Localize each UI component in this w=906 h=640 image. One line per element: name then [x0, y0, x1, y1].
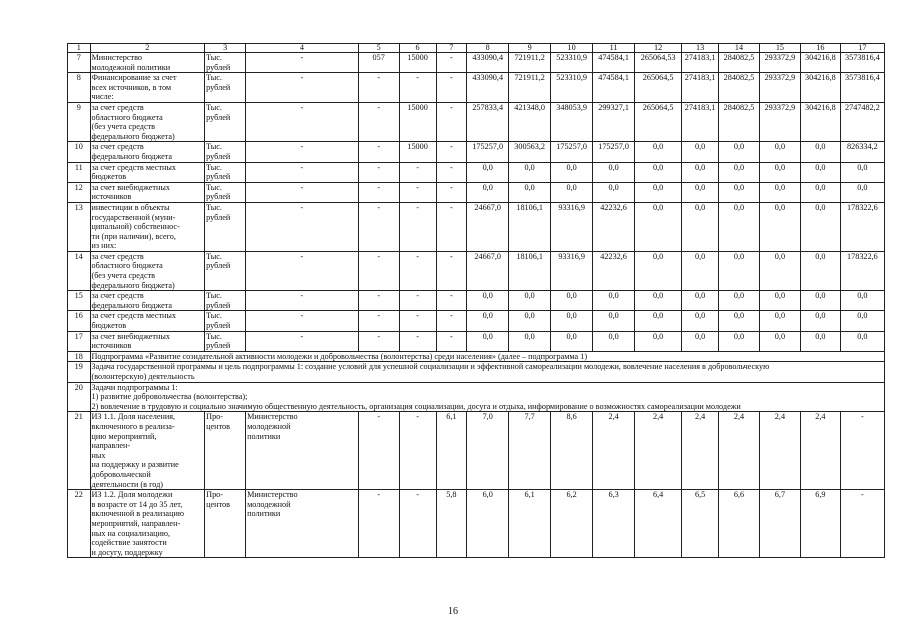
value-cell: 0,0 — [719, 331, 760, 351]
row-number: 8 — [68, 73, 91, 103]
value-cell: 0,0 — [800, 311, 840, 331]
value-cell: 0,0 — [682, 291, 719, 311]
unit-cell: Тыс. рублей — [205, 291, 246, 311]
value-cell: 265064,53 — [635, 53, 682, 73]
budget-table — [67, 43, 885, 558]
code-cell: - — [358, 202, 399, 251]
value-cell: 18106,1 — [509, 251, 551, 290]
value-cell: 0,0 — [719, 291, 760, 311]
row-number: 10 — [68, 142, 91, 162]
value-cell: 0,0 — [593, 182, 635, 202]
column-number-10: 10 — [551, 44, 593, 53]
value-cell: 0,0 — [800, 251, 840, 290]
executor-cell: - — [246, 182, 359, 202]
unit-cell: Тыс. рублей — [205, 182, 246, 202]
value-cell: 284082,5 — [719, 102, 760, 141]
executor-cell: - — [246, 53, 359, 73]
code-cell: - — [436, 102, 467, 141]
value-cell: 0,0 — [719, 142, 760, 162]
code-cell: 15000 — [399, 53, 436, 73]
code-cell: 6,1 — [436, 412, 467, 490]
executor-cell: Министерство молодежной политики — [246, 412, 359, 490]
value-cell: 24667,0 — [467, 251, 509, 290]
value-cell: 721911,2 — [509, 73, 551, 103]
value-cell: 0,0 — [682, 311, 719, 331]
value-cell: 6,3 — [593, 490, 635, 558]
code-cell: - — [436, 311, 467, 331]
row-number: 7 — [68, 53, 91, 73]
code-cell: 15000 — [399, 102, 436, 141]
code-cell: - — [358, 162, 399, 182]
value-cell: 0,0 — [759, 331, 800, 351]
column-number-5: 5 — [358, 44, 399, 53]
value-cell: 0,0 — [840, 311, 884, 331]
section-row — [68, 351, 885, 362]
value-cell: 284082,5 — [719, 73, 760, 103]
value-cell: 0,0 — [759, 162, 800, 182]
column-number-16: 16 — [800, 44, 840, 53]
row-label: Финансирование за счет всех источников, в том числе: — [90, 73, 205, 103]
code-cell: - — [399, 291, 436, 311]
code-cell: - — [399, 251, 436, 290]
value-cell: 18106,1 — [509, 202, 551, 251]
value-cell: 0,0 — [719, 182, 760, 202]
code-cell: - — [358, 73, 399, 103]
value-cell: - — [840, 490, 884, 558]
section-text: Задача государственной программы и цель подпрограммы 1: создание условий для успешной социализации и эффективной самореализации молодежи, вовлечение населения в добровольческую (волонтерскую) деятельность — [90, 362, 884, 382]
value-cell: 0,0 — [840, 331, 884, 351]
code-cell: 057 — [358, 53, 399, 73]
value-cell: 6,6 — [719, 490, 760, 558]
value-cell: 0,0 — [800, 162, 840, 182]
section-text: Задачи подпрограммы 1: 1) развитие добровольчества (волонтерства); 2) вовлечение в трудовую и социально значимую общественную деятельность, организация социализации, досуга и отдыха, информирование о возможностях самореализации молодежи — [90, 382, 884, 412]
code-cell: - — [399, 182, 436, 202]
value-cell: 0,0 — [635, 182, 682, 202]
executor-cell: - — [246, 251, 359, 290]
unit-cell: Тыс. рублей — [205, 142, 246, 162]
value-cell: 42232,6 — [593, 251, 635, 290]
code-cell: - — [358, 182, 399, 202]
value-cell: 0,0 — [682, 202, 719, 251]
value-cell: 2,4 — [800, 412, 840, 490]
table-row — [68, 182, 885, 202]
value-cell: 175257,0 — [593, 142, 635, 162]
value-cell: 293372,9 — [759, 53, 800, 73]
executor-cell: - — [246, 311, 359, 331]
value-cell: 0,0 — [759, 311, 800, 331]
section-row — [68, 362, 885, 382]
row-number: 12 — [68, 182, 91, 202]
column-number-17: 17 — [840, 44, 884, 53]
table-row — [68, 53, 885, 73]
value-cell: 0,0 — [682, 162, 719, 182]
value-cell: 300563,2 — [509, 142, 551, 162]
value-cell: 0,0 — [551, 291, 593, 311]
table-row — [68, 311, 885, 331]
value-cell: 0,0 — [759, 142, 800, 162]
value-cell: 0,0 — [551, 311, 593, 331]
code-cell: - — [436, 73, 467, 103]
column-number-8: 8 — [467, 44, 509, 53]
value-cell: 0,0 — [509, 311, 551, 331]
executor-cell: - — [246, 102, 359, 141]
table-row — [68, 73, 885, 103]
column-number-9: 9 — [509, 44, 551, 53]
value-cell: 0,0 — [719, 311, 760, 331]
value-cell: 0,0 — [800, 291, 840, 311]
row-label: инвестиции в объекты государственной (муни- ципальной) собственнос- ти (при наличии), всего, из них: — [90, 202, 205, 251]
row-number: 19 — [68, 362, 91, 382]
column-number-7: 7 — [436, 44, 467, 53]
executor-cell: - — [246, 73, 359, 103]
code-cell: - — [358, 251, 399, 290]
value-cell: 6,5 — [682, 490, 719, 558]
section-row — [68, 382, 885, 412]
value-cell: 433090,4 — [467, 73, 509, 103]
row-number: 9 — [68, 102, 91, 141]
executor-cell: - — [246, 331, 359, 351]
value-cell: 2,4 — [719, 412, 760, 490]
value-cell: 523310,9 — [551, 73, 593, 103]
page-number: 16 — [448, 606, 458, 617]
unit-cell: Тыс. рублей — [205, 162, 246, 182]
row-label: ИЗ 1.1. Доля населения, включенного в реализа- цию мероприятий, направлен- ных на поддержку и развитие добровольческой деятельности (в год) — [90, 412, 205, 490]
table-row — [68, 490, 885, 558]
unit-cell: Тыс. рублей — [205, 73, 246, 103]
row-number: 20 — [68, 382, 91, 412]
code-cell: - — [358, 291, 399, 311]
code-cell: - — [358, 490, 399, 558]
value-cell: 826334,2 — [840, 142, 884, 162]
value-cell: 0,0 — [593, 291, 635, 311]
value-cell: 0,0 — [682, 182, 719, 202]
code-cell: - — [436, 53, 467, 73]
value-cell: 0,0 — [551, 331, 593, 351]
row-number: 14 — [68, 251, 91, 290]
value-cell: 0,0 — [759, 291, 800, 311]
table-row — [68, 291, 885, 311]
executor-cell: - — [246, 162, 359, 182]
code-cell: - — [358, 331, 399, 351]
code-cell: - — [399, 73, 436, 103]
unit-cell: Тыс. рублей — [205, 102, 246, 141]
table-row — [68, 162, 885, 182]
value-cell: 0,0 — [593, 331, 635, 351]
value-cell: 0,0 — [635, 291, 682, 311]
value-cell: 0,0 — [467, 162, 509, 182]
code-cell: - — [436, 182, 467, 202]
code-cell: - — [358, 102, 399, 141]
value-cell: 0,0 — [635, 311, 682, 331]
value-cell: 0,0 — [800, 202, 840, 251]
value-cell: 24667,0 — [467, 202, 509, 251]
row-number: 21 — [68, 412, 91, 490]
value-cell: 42232,6 — [593, 202, 635, 251]
executor-cell: - — [246, 291, 359, 311]
value-cell: 421348,0 — [509, 102, 551, 141]
value-cell: 6,1 — [509, 490, 551, 558]
row-label: Министерство молодежной политики — [90, 53, 205, 73]
code-cell: - — [399, 202, 436, 251]
table-row — [68, 412, 885, 490]
value-cell: 0,0 — [840, 182, 884, 202]
value-cell: 0,0 — [840, 162, 884, 182]
row-label: ИЗ 1.2. Доля молодежи в возрасте от 14 до 35 лет, включенной в реализацию мероприятий, направлен- ных на социализацию, содействие занятости и досугу, поддержку — [90, 490, 205, 558]
value-cell: 474584,1 — [593, 53, 635, 73]
code-cell: - — [436, 202, 467, 251]
value-cell: 304216,8 — [800, 102, 840, 141]
value-cell: 6,7 — [759, 490, 800, 558]
value-cell: 0,0 — [593, 162, 635, 182]
value-cell: 0,0 — [719, 251, 760, 290]
row-label: за счет средств местных бюджетов — [90, 311, 205, 331]
column-number-14: 14 — [719, 44, 760, 53]
table-row — [68, 202, 885, 251]
code-cell: - — [358, 412, 399, 490]
code-cell: - — [436, 251, 467, 290]
row-number: 18 — [68, 351, 91, 362]
value-cell: 2,4 — [759, 412, 800, 490]
value-cell: 6,4 — [635, 490, 682, 558]
value-cell: 2,4 — [593, 412, 635, 490]
unit-cell: Тыс. рублей — [205, 331, 246, 351]
value-cell: 0,0 — [682, 331, 719, 351]
value-cell: 433090,4 — [467, 53, 509, 73]
value-cell: 0,0 — [759, 182, 800, 202]
value-cell: 0,0 — [635, 142, 682, 162]
value-cell: 3573816,4 — [840, 53, 884, 73]
value-cell: 265064,5 — [635, 73, 682, 103]
value-cell: 0,0 — [509, 331, 551, 351]
value-cell: 0,0 — [467, 182, 509, 202]
value-cell: 8,6 — [551, 412, 593, 490]
value-cell: 0,0 — [719, 162, 760, 182]
value-cell: 0,0 — [800, 142, 840, 162]
value-cell: 7,7 — [509, 412, 551, 490]
row-label: за счет средств местных бюджетов — [90, 162, 205, 182]
row-label: за счет средств областного бюджета (без учета средств федерального бюджета) — [90, 251, 205, 290]
code-cell: - — [399, 162, 436, 182]
value-cell: 0,0 — [467, 291, 509, 311]
value-cell: 0,0 — [682, 251, 719, 290]
column-number-6: 6 — [399, 44, 436, 53]
column-number-15: 15 — [759, 44, 800, 53]
value-cell: 274183,1 — [682, 53, 719, 73]
value-cell: 7,0 — [467, 412, 509, 490]
value-cell: 0,0 — [840, 291, 884, 311]
value-cell: 0,0 — [682, 142, 719, 162]
code-cell: - — [399, 490, 436, 558]
column-number-2: 2 — [90, 44, 205, 53]
column-number-4: 4 — [246, 44, 359, 53]
table-row — [68, 102, 885, 141]
value-cell: 2,4 — [682, 412, 719, 490]
value-cell: 304216,8 — [800, 53, 840, 73]
unit-cell: Про- центов — [205, 412, 246, 490]
column-number-3: 3 — [205, 44, 246, 53]
value-cell: 274183,1 — [682, 73, 719, 103]
code-cell: 5,8 — [436, 490, 467, 558]
value-cell: 0,0 — [719, 202, 760, 251]
value-cell: 0,0 — [551, 182, 593, 202]
section-text: Подпрограмма «Развитие созидательной активности молодежи и добровольчества (волонтерства) среди населения» (далее – подпрограмма 1) — [90, 351, 884, 362]
value-cell: 178322,6 — [840, 251, 884, 290]
unit-cell: Тыс. рублей — [205, 251, 246, 290]
unit-cell: Тыс. рублей — [205, 311, 246, 331]
value-cell: 0,0 — [759, 202, 800, 251]
code-cell: - — [436, 162, 467, 182]
code-cell: - — [358, 311, 399, 331]
value-cell: 175257,0 — [467, 142, 509, 162]
value-cell: 348053,9 — [551, 102, 593, 141]
value-cell: 0,0 — [800, 182, 840, 202]
row-label: за счет средств федерального бюджета — [90, 142, 205, 162]
value-cell: 0,0 — [800, 331, 840, 351]
value-cell: 0,0 — [467, 331, 509, 351]
value-cell: 293372,9 — [759, 73, 800, 103]
code-cell: - — [399, 412, 436, 490]
unit-cell: Про- центов — [205, 490, 246, 558]
row-number: 22 — [68, 490, 91, 558]
value-cell: 0,0 — [759, 251, 800, 290]
value-cell: 0,0 — [635, 202, 682, 251]
row-label: за счет внебюджетных источников — [90, 331, 205, 351]
code-cell: - — [399, 331, 436, 351]
value-cell: 6,9 — [800, 490, 840, 558]
row-number: 16 — [68, 311, 91, 331]
value-cell: 0,0 — [467, 311, 509, 331]
value-cell: 0,0 — [635, 162, 682, 182]
value-cell: 257833,4 — [467, 102, 509, 141]
value-cell: 0,0 — [509, 291, 551, 311]
executor-cell: Министерство молодежной политики — [246, 490, 359, 558]
table-row — [68, 142, 885, 162]
value-cell: 265064,5 — [635, 102, 682, 141]
value-cell: 178322,6 — [840, 202, 884, 251]
code-cell: - — [436, 291, 467, 311]
row-number: 11 — [68, 162, 91, 182]
column-number-13: 13 — [682, 44, 719, 53]
value-cell: 2747482,2 — [840, 102, 884, 141]
value-cell: 175257,0 — [551, 142, 593, 162]
row-number: 17 — [68, 331, 91, 351]
code-cell: - — [436, 142, 467, 162]
value-cell: 0,0 — [509, 182, 551, 202]
code-cell: 15000 — [399, 142, 436, 162]
value-cell: 0,0 — [551, 162, 593, 182]
value-cell: - — [840, 412, 884, 490]
column-number-1: 1 — [68, 44, 91, 53]
column-number-12: 12 — [635, 44, 682, 53]
value-cell: 6,2 — [551, 490, 593, 558]
unit-cell: Тыс. рублей — [205, 53, 246, 73]
unit-cell: Тыс. рублей — [205, 202, 246, 251]
header-row — [68, 44, 885, 53]
executor-cell: - — [246, 142, 359, 162]
value-cell: 3573816,4 — [840, 73, 884, 103]
value-cell: 93316,9 — [551, 251, 593, 290]
code-cell: - — [358, 142, 399, 162]
value-cell: 0,0 — [593, 311, 635, 331]
row-number: 15 — [68, 291, 91, 311]
code-cell: - — [399, 311, 436, 331]
value-cell: 284082,5 — [719, 53, 760, 73]
value-cell: 299327,1 — [593, 102, 635, 141]
value-cell: 2,4 — [635, 412, 682, 490]
table-row — [68, 331, 885, 351]
value-cell: 293372,9 — [759, 102, 800, 141]
code-cell: - — [436, 331, 467, 351]
value-cell: 474584,1 — [593, 73, 635, 103]
value-cell: 93316,9 — [551, 202, 593, 251]
value-cell: 523310,9 — [551, 53, 593, 73]
value-cell: 274183,1 — [682, 102, 719, 141]
value-cell: 0,0 — [635, 251, 682, 290]
value-cell: 6,0 — [467, 490, 509, 558]
value-cell: 304216,8 — [800, 73, 840, 103]
row-number: 13 — [68, 202, 91, 251]
value-cell: 0,0 — [635, 331, 682, 351]
column-number-11: 11 — [593, 44, 635, 53]
row-label: за счет средств федерального бюджета — [90, 291, 205, 311]
table-row — [68, 251, 885, 290]
row-label: за счет средств областного бюджета (без учета средств федерального бюджета) — [90, 102, 205, 141]
value-cell: 721911,2 — [509, 53, 551, 73]
executor-cell: - — [246, 202, 359, 251]
row-label: за счет внебюджетных источников — [90, 182, 205, 202]
value-cell: 0,0 — [509, 162, 551, 182]
